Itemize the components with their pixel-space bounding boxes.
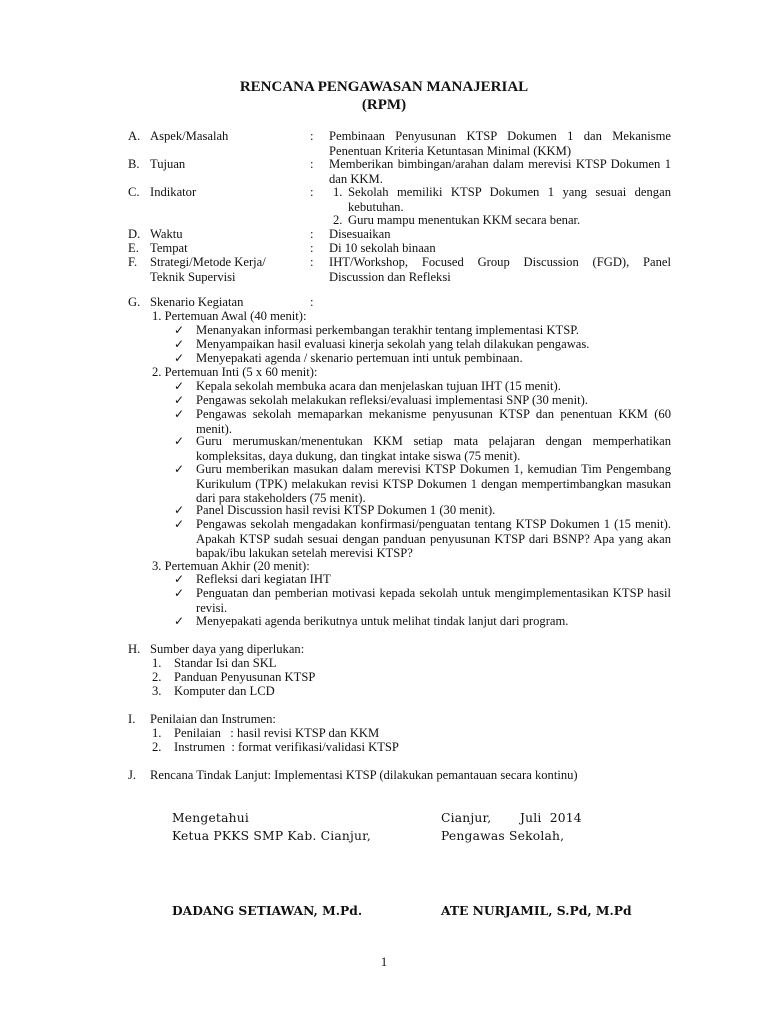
- section-letter: J.: [128, 768, 137, 782]
- resource-number: 3.: [152, 684, 162, 698]
- section-letter: C.: [128, 185, 140, 199]
- section-colon: :: [310, 129, 314, 143]
- section-label: Aspek/Masalah: [150, 129, 229, 143]
- assessment-text: Instrumen : format verifikasi/validasi KTSP: [174, 740, 399, 754]
- section-value: Pembinaan Penyusunan KTSP Dokumen 1 dan Mekanisme Penentuan Kriteria Ketuntasan Minimal (KKM): [329, 129, 671, 158]
- meeting-item: Refleksi dari kegiatan IHT: [196, 572, 331, 586]
- right-signer-title: Pengawas Sekolah,: [441, 829, 565, 843]
- section-letter: B.: [128, 157, 140, 171]
- meeting-item: Panel Discussion hasil revisi KTSP Dokumen 1 (30 menit).: [196, 503, 496, 517]
- indicator-text: Guru mampu menentukan KKM secara benar.: [348, 213, 581, 227]
- section-value: Di 10 sekolah binaan: [329, 241, 436, 255]
- indicator-number: 2.: [333, 213, 343, 227]
- left-signer-title: Ketua PKKS SMP Kab. Cianjur,: [172, 829, 371, 843]
- meeting-item: Menyepakati agenda / skenario pertemuan inti untuk pembinaan.: [196, 351, 523, 365]
- section-label: Strategi/Metode Kerja/ Teknik Supervisi: [150, 255, 266, 284]
- section-colon: :: [310, 227, 314, 241]
- check-icon: ✓: [174, 393, 185, 407]
- check-icon: ✓: [174, 462, 185, 476]
- section-colon: :: [310, 255, 314, 269]
- assessment-text: Penilaian : hasil revisi KTSP dan KKM: [174, 726, 380, 740]
- section-letter: G.: [128, 295, 141, 309]
- section-value: IHT/Workshop, Focused Group Discussion (FGD), Panel Discussion dan Refleksi: [329, 255, 671, 284]
- assessment-number: 2.: [152, 740, 162, 754]
- section-label: Indikator: [150, 185, 197, 199]
- section-letter: D.: [128, 227, 141, 241]
- meeting-item: Penguatan dan pemberian motivasi kepada sekolah untuk mengimplementasikan KTSP hasil revisi.: [196, 586, 671, 615]
- page-number: 1: [380, 955, 388, 969]
- check-icon: ✓: [174, 503, 185, 517]
- meeting-item: Pengawas sekolah memaparkan mekanisme penyusunan KTSP dan penentuan KKM (60 menit).: [196, 407, 671, 436]
- acknowledged-label: Mengetahui: [172, 811, 249, 825]
- meeting-item: Menyepakati agenda berikutnya untuk melihat tindak lanjut dari program.: [196, 614, 569, 628]
- meeting-item: Kepala sekolah membuka acara dan menjelaskan tujuan IHT (15 menit).: [196, 379, 561, 393]
- meeting-item: Pengawas sekolah mengadakan konfirmasi/penguatan tentang KTSP Dokumen 1 (15 menit). Apakah KTSP sudah sesuai dengan panduan penyusunan KTSP dari BSNP? Apa yang akan bapak/ibu lakukan setelah merevisi KTSP?: [196, 517, 671, 561]
- section-label: Tempat: [150, 241, 188, 255]
- section-colon: :: [310, 157, 314, 171]
- signing-date: Juli 2014: [520, 811, 582, 825]
- document-title: RENCANA PENGAWASAN MANAJERIAL: [239, 79, 529, 95]
- follow-up-plan: Rencana Tindak Lanjut: Implementasi KTSP (dilakukan pemantauan secara kontinu): [150, 768, 578, 782]
- check-icon: ✓: [174, 351, 185, 365]
- section-label: Waktu: [150, 227, 183, 241]
- section-colon: :: [310, 241, 314, 255]
- section-value: Memberikan bimbingan/arahan dalam merevisi KTSP Dokumen 1 dan KKM.: [329, 157, 671, 186]
- section-label: Skenario Kegiatan: [150, 295, 244, 309]
- meeting-item: Menanyakan informasi perkembangan terakhir tentang implementasi KTSP.: [196, 323, 579, 337]
- meeting-item: Guru merumuskan/menentukan KKM setiap mata pelajaran dengan memperhatikan kompleksitas, daya dukung, dan tingkat intake siswa (75 menit).: [196, 434, 671, 463]
- check-icon: ✓: [174, 434, 185, 448]
- meeting-title: 3. Pertemuan Akhir (20 menit):: [152, 559, 310, 573]
- section-letter: I.: [128, 712, 136, 726]
- check-icon: ✓: [174, 407, 185, 421]
- resource-text: Panduan Penyusunan KTSP: [174, 670, 316, 684]
- left-signer-name: DADANG SETIAWAN, M.Pd.: [172, 903, 363, 918]
- resource-number: 1.: [152, 656, 162, 670]
- indicator-number: 1.: [333, 185, 343, 199]
- signing-place: Cianjur,: [441, 811, 492, 825]
- right-signer-name: ATE NURJAMIL, S.Pd, M.Pd: [441, 903, 632, 918]
- meeting-item: Menyampaikan hasil evaluasi kinerja sekolah yang telah dilakukan pengawas.: [196, 337, 590, 351]
- section-label: Tujuan: [150, 157, 186, 171]
- section-label: Sumber daya yang diperlukan:: [150, 642, 305, 656]
- section-letter: E.: [128, 241, 139, 255]
- meeting-title: 2. Pertemuan Inti (5 x 60 menit):: [152, 365, 318, 379]
- check-icon: ✓: [174, 323, 185, 337]
- section-label: Penilaian dan Instrumen:: [150, 712, 276, 726]
- section-value: Disesuaikan: [329, 227, 391, 241]
- indicator-text: Sekolah memiliki KTSP Dokumen 1 yang sesuai dengan kebutuhan.: [348, 185, 671, 214]
- resource-text: Standar Isi dan SKL: [174, 656, 277, 670]
- check-icon: ✓: [174, 379, 185, 393]
- resource-number: 2.: [152, 670, 162, 684]
- assessment-number: 1.: [152, 726, 162, 740]
- check-icon: ✓: [174, 337, 185, 351]
- check-icon: ✓: [174, 572, 185, 586]
- section-letter: F.: [128, 255, 138, 269]
- meeting-title: 1. Pertemuan Awal (40 menit):: [152, 309, 307, 323]
- document-subtitle: (RPM): [361, 97, 407, 113]
- check-icon: ✓: [174, 586, 185, 600]
- check-icon: ✓: [174, 517, 185, 531]
- section-letter: H.: [128, 642, 141, 656]
- meeting-item: Guru memberikan masukan dalam merevisi KTSP Dokumen 1, kemudian Tim Pengembang Kurikulum (TPK) melakukan revisi KTSP Dokumen 1 dengan mempertimbangkan masukan dari para stakeholders (75 menit).: [196, 462, 671, 506]
- resource-text: Komputer dan LCD: [174, 684, 275, 698]
- section-colon: :: [310, 295, 314, 309]
- meeting-item: Pengawas sekolah melakukan refleksi/evaluasi implementasi SNP (30 menit).: [196, 393, 588, 407]
- section-letter: A.: [128, 129, 141, 143]
- check-icon: ✓: [174, 614, 185, 628]
- section-colon: :: [310, 185, 314, 199]
